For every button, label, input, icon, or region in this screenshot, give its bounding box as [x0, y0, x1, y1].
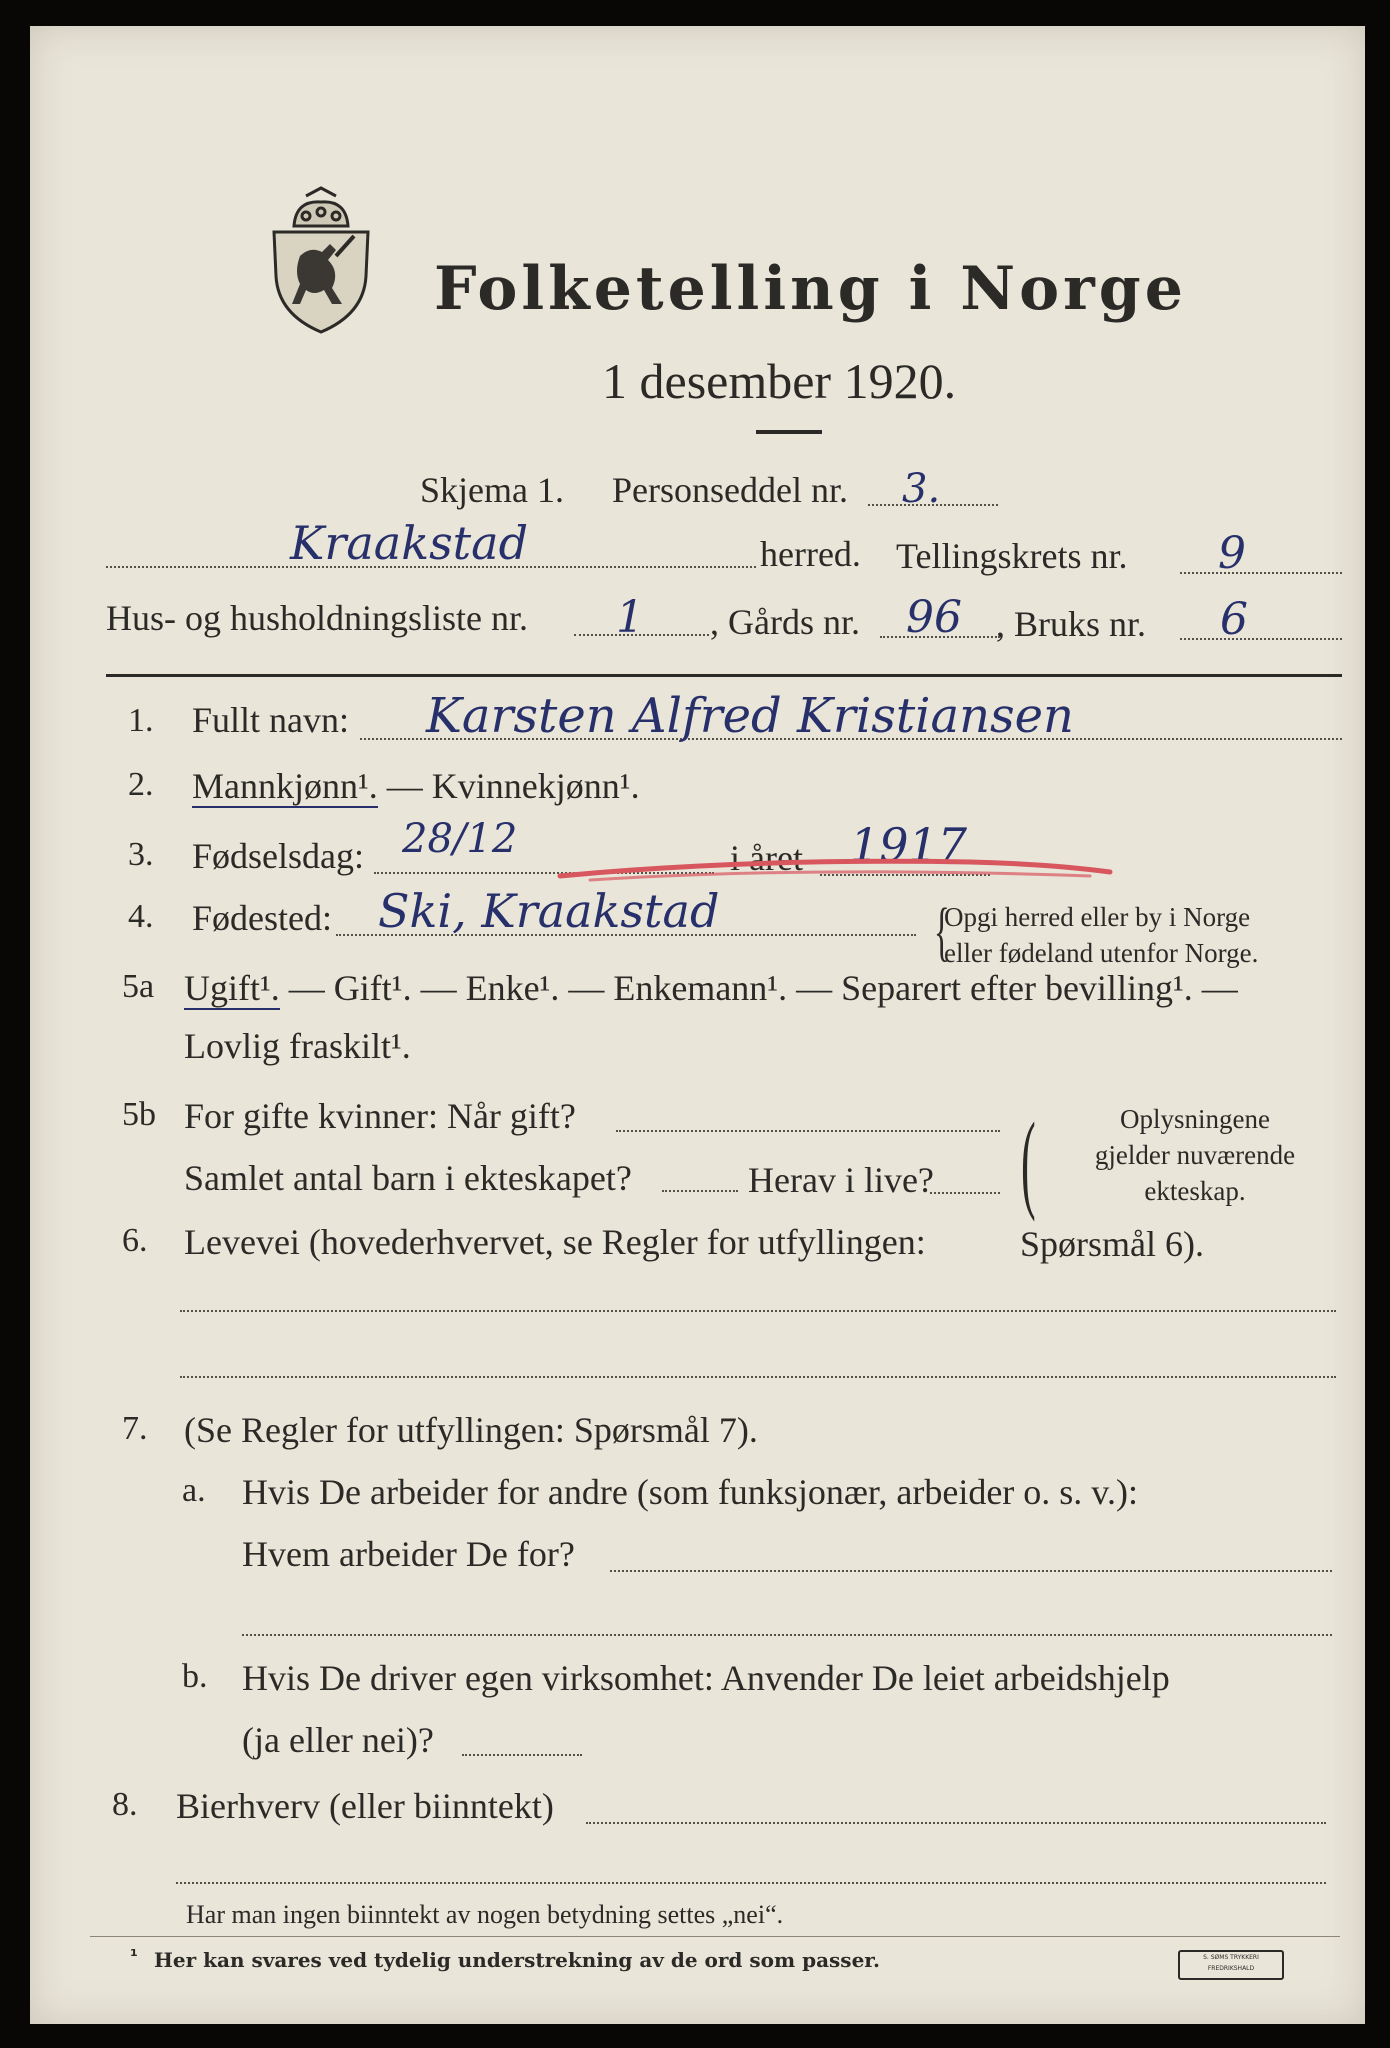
female-option[interactable]: Kvinnekjønn¹. [431, 766, 640, 806]
i-live-line [930, 1192, 1000, 1194]
q4-label: Fødested: [192, 898, 332, 938]
birth-year-field[interactable]: 1917 [850, 818, 968, 872]
q8-label: Bierhverv (eller biinntekt) [176, 1786, 554, 1826]
q7b-line2: (ja eller nei)? [242, 1720, 434, 1760]
full-name-field[interactable]: Karsten Alfred Kristiansen [426, 688, 1074, 744]
q5b-number: 5b [122, 1096, 156, 1133]
census-form [30, 26, 1365, 2024]
birthplace-field[interactable]: Ski, Kraakstad [378, 884, 720, 938]
printer-stamp-line1: S. SØMS TRYKKERI [1203, 1954, 1259, 1961]
q8-number: 8. [112, 1786, 138, 1823]
q5b-line2a: Samlet antal barn i ekteskapet? [184, 1158, 632, 1198]
bleed-through-text [590, 136, 596, 162]
herred-field[interactable]: Kraakstad [290, 516, 529, 570]
q5b-line1: For gifte kvinner: Når gift? [184, 1096, 576, 1136]
tellingskrets-line [1180, 572, 1342, 574]
title-divider [756, 430, 822, 434]
bruks-field[interactable]: 6 [1220, 594, 1248, 645]
q7b-answer-line[interactable] [462, 1754, 582, 1756]
q6-answer-line2[interactable] [180, 1376, 1336, 1378]
personseddel-nr-value: 3. [902, 466, 941, 512]
q3-number: 3. [128, 836, 154, 873]
personseddel-label: Personseddel nr. [612, 470, 848, 510]
footnote-rule [90, 1936, 1340, 1937]
q7b-letter: b. [182, 1658, 208, 1695]
q5b-note-line2: gjelder nuværende [1094, 1140, 1296, 1170]
gender-options [192, 768, 640, 804]
q1-label: Fullt navn: [192, 700, 350, 740]
printer-stamp-line2: FREDRIKSHALD [1207, 1965, 1255, 1972]
printer-stamp [1178, 1950, 1284, 1980]
q7b-line1: Hvis De driver egen virksomhet: Anvender De leiet arbeidshjelp [242, 1658, 1170, 1698]
q5b-line2b: Herav i live? [748, 1160, 934, 1200]
q5b-note-line1: Oplysningene [1120, 1104, 1270, 1134]
footnote-text: Her kan svares ved tydelig understrekning av de ord som passer. [154, 1948, 880, 1972]
schema-label: Skjema 1. [420, 470, 564, 510]
herred-label: herred. [760, 534, 861, 574]
q7a-line2: Hvem arbeider De for? [242, 1534, 575, 1574]
marital-options [184, 970, 1238, 1006]
male-option[interactable]: Mannkjønn¹. [192, 766, 378, 806]
personseddel-nr-field[interactable] [902, 466, 940, 512]
q7a-answer-line1[interactable] [610, 1570, 1332, 1572]
q8-answer-line1[interactable] [586, 1822, 1326, 1824]
q2-number: 2. [128, 766, 154, 803]
gards-label: , Gårds nr. [710, 602, 860, 642]
q8-note: Har man ingen biinntekt av nogen betydning settes „nei“. [186, 1900, 784, 1929]
q3-year-label: i året [730, 838, 803, 878]
q7a-line1: Hvis De arbeider for andre (som funksjonær, arbeider o. s. v.): [242, 1472, 1138, 1512]
q3-label: Fødselsdag: [192, 836, 365, 876]
tellingskrets-label: Tellingskrets nr. [896, 536, 1128, 576]
antal-barn-line [662, 1190, 738, 1192]
gender-separator: — [377, 766, 432, 806]
form-title: Folketelling i Norge [434, 254, 1187, 324]
naar-gift-line [616, 1130, 1000, 1132]
q5b-brace: ( [1020, 1100, 1036, 1222]
footnote-mark: ¹ [130, 1946, 138, 1967]
husliste-label: Hus- og husholdningsliste nr. [106, 598, 529, 638]
census-date: 1 desember 1920. [602, 353, 957, 409]
bruks-line [1180, 638, 1342, 640]
q7-number: 7. [122, 1410, 148, 1447]
q4-note-line2: eller fødeland utenfor Norge. [944, 938, 1259, 968]
q4-number: 4. [128, 898, 154, 935]
q1-number: 1. [128, 702, 154, 739]
q5b-note-line3: ekteskap. [1144, 1176, 1246, 1206]
q8-answer-line2[interactable] [176, 1882, 1326, 1884]
q6-number: 6. [122, 1222, 148, 1259]
q6-label-end: Spørsmål 6). [1020, 1224, 1204, 1264]
bruks-label: , Bruks nr. [996, 604, 1147, 644]
q7-label: (Se Regler for utfyllingen: Spørsmål 7). [184, 1410, 758, 1450]
q7a-letter: a. [182, 1472, 206, 1509]
q6-answer-line1[interactable] [180, 1310, 1336, 1312]
q4-note-line1: Opgi herred eller by i Norge [944, 902, 1251, 932]
q5a-number: 5a [122, 968, 155, 1005]
tellingskrets-field[interactable]: 9 [1218, 528, 1246, 579]
ugift-option[interactable]: Ugift¹. [184, 968, 280, 1008]
header-rule [106, 674, 1342, 677]
coat-of-arms-icon [266, 186, 376, 336]
q7a-answer-line2[interactable] [242, 1634, 1332, 1636]
husliste-field[interactable]: 1 [616, 592, 644, 643]
q4-brace: { [933, 895, 950, 968]
other-marital-options: — Gift¹. — Enke¹. — Enkemann¹. — Separert efter bevilling¹. — [279, 968, 1238, 1008]
birth-day-field[interactable]: 28/12 [402, 816, 518, 862]
q6-label: Levevei (hovederhvervet, se Regler for utfyllingen: [184, 1222, 926, 1262]
lovlig-fraskilt-option[interactable]: Lovlig fraskilt¹. [184, 1026, 411, 1066]
gards-field[interactable]: 96 [906, 592, 962, 643]
